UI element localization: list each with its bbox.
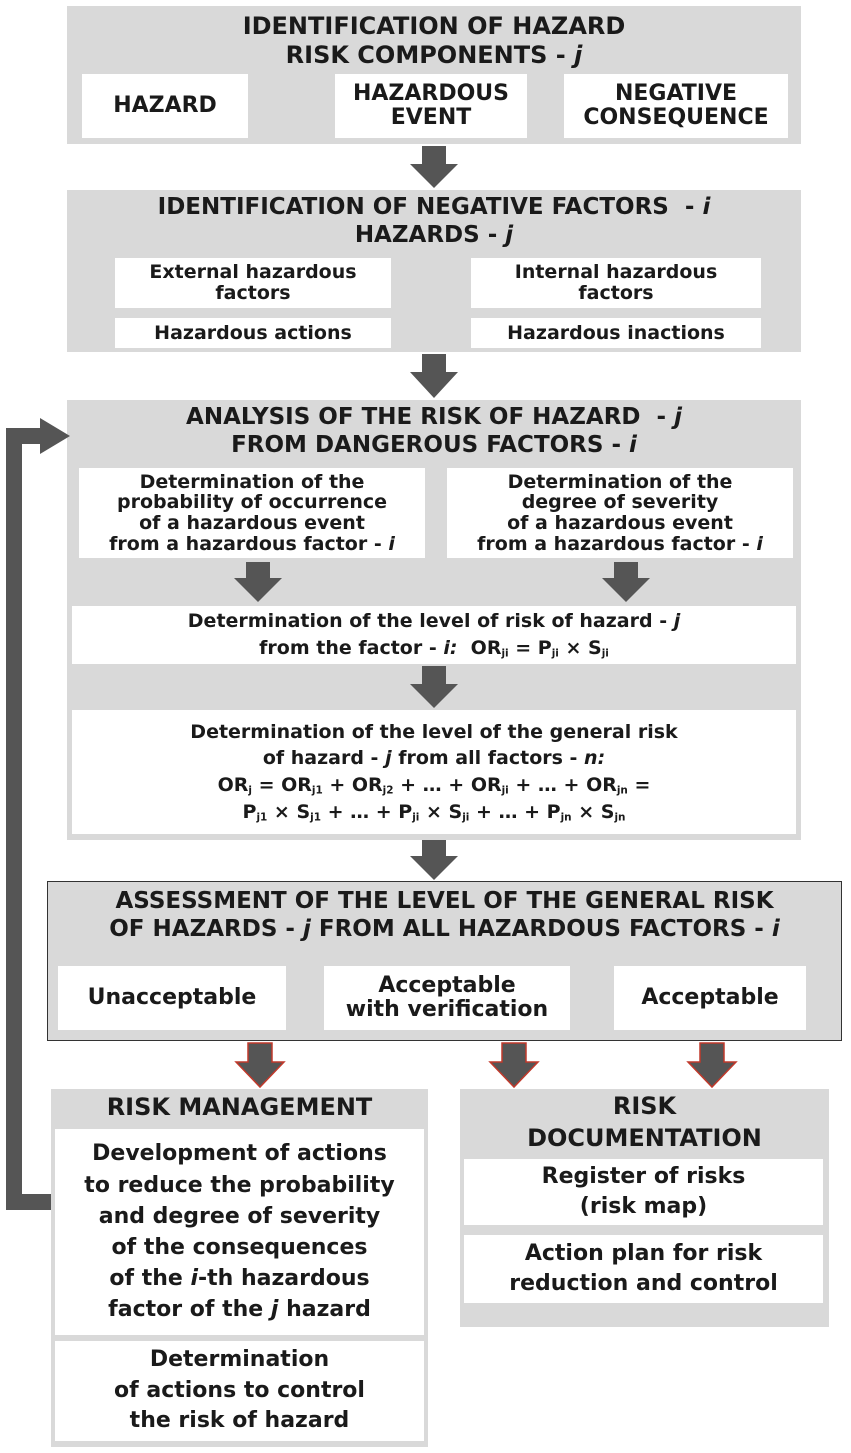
- hazard-box: HAZARD: [82, 74, 248, 138]
- hazardous-inactions-box: Hazardous inactions: [471, 318, 761, 348]
- general-risk-box: Determination of the level of the general risk of hazard - j from all factors - n: $OR_j = OR_{j1} + OR_{j2}$ + … + $OR_{ji}$ + … + $OR_{jn}$ = $P_{j1} \times S_{j1}$ + … + $P_{ji} \times S_{ji}$ + … + $P_{jn} \times S_{jn}$: [72, 710, 796, 834]
- probability-box: Determination of the probability of occurrence of a hazardous event from a hazardous factor - i: [79, 468, 425, 558]
- arrow-down-icon: [236, 1043, 284, 1087]
- formula-general-2: $P_{j1} \times S_{j1}$ + … + $P_{ji} \times S_{ji}$ + … + $P_{jn} \times S_{jn}$: [242, 800, 626, 824]
- formula-level: $OR_{ji} = P_{ji} \times S_{ji}$: [457, 637, 609, 660]
- acceptable-verification-box: Acceptable with verification: [324, 966, 570, 1030]
- hazardous-event-box: HAZARDOUS EVENT: [335, 74, 527, 138]
- risk-register-box: Register of risks (risk map): [464, 1159, 823, 1225]
- external-factors-box: External hazardous factors: [115, 258, 391, 308]
- arrow-down-icon: [688, 1043, 736, 1087]
- arrow-down-icon: [410, 354, 458, 398]
- unacceptable-box: Unacceptable: [58, 966, 286, 1030]
- risk-level-box: Determination of the level of risk of hazard - j from the factor - i: $OR_{ji} = P_{ji} \times S_{ji}$: [72, 606, 796, 664]
- arrow-down-icon: [410, 840, 458, 880]
- assessment-title: ASSESSMENT OF THE LEVEL OF THE GENERAL RISK OF HAZARDS - j FROM ALL HAZARDOUS FACTORS - i: [109, 888, 780, 942]
- feedback-loop-line: [14, 436, 51, 1202]
- arrow-down-icon: [410, 666, 458, 708]
- control-actions-box: Determination of actions to control the risk of hazard: [55, 1341, 424, 1441]
- arrow-down-icon: [490, 1043, 538, 1087]
- feedback-loop-arrowhead: [40, 418, 70, 454]
- negative-factors-title: IDENTIFICATION OF NEGATIVE FACTORS - i HAZARDS - j: [157, 194, 711, 248]
- risk-analysis-title: ANALYSIS OF THE RISK OF HAZARD - j FROM DANGEROUS FACTORS - i: [186, 404, 682, 458]
- hazardous-actions-box: Hazardous actions: [115, 318, 391, 348]
- risk-documentation-title: RISK DOCUMENTATION: [527, 1092, 762, 1152]
- arrow-down-icon: [410, 146, 458, 188]
- development-actions-box: Development of actions to reduce the probability and degree of severity of the consequences of the i-th hazardous factor of the j hazard: [55, 1129, 424, 1335]
- negative-consequence-box: NEGATIVE CONSEQUENCE: [564, 74, 788, 138]
- severity-box: Determination of the degree of severity of a hazardous event from a hazardous factor - i: [447, 468, 793, 558]
- formula-general-1: $OR_j = OR_{j1} + OR_{j2}$ + … + $OR_{ji}$ + … + $OR_{jn}$ =: [217, 774, 651, 797]
- action-plan-box: Action plan for risk reduction and control: [464, 1235, 823, 1303]
- arrow-down-icon: [234, 562, 282, 602]
- acceptable-box: Acceptable: [614, 966, 806, 1030]
- hazard-components-title: IDENTIFICATION OF HAZARD RISK COMPONENTS - j: [242, 12, 626, 69]
- arrow-down-icon: [602, 562, 650, 602]
- risk-management-title: RISK MANAGEMENT: [106, 1093, 373, 1121]
- internal-factors-box: Internal hazardous factors: [471, 258, 761, 308]
